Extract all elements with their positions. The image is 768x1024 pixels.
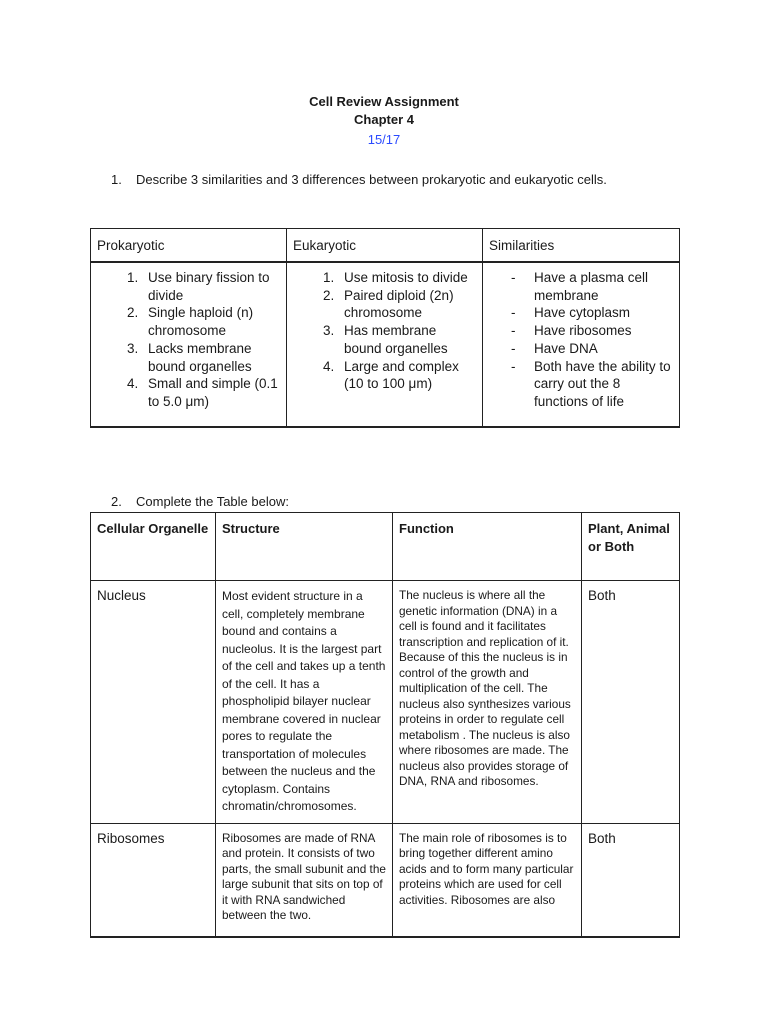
question-1-text: Describe 3 similarities and 3 differences between prokaryotic and eukaryotic cells.	[136, 172, 607, 187]
organelle-function: The nucleus is where all the genetic information (DNA) in a cell is found and it facilitates transcription and replication of it. Because of this the nucleus is in control of the growth and multiplication of the cell. The nucleus also synthesizes various proteins in order to regulate cell metabolism . The nucleus is also where ribosomes are made. The nucleus also provides storage of DNA, RNA and ribosomes.	[393, 581, 582, 824]
organelle-name: Ribosomes	[91, 823, 216, 937]
eukaryotic-cell	[287, 262, 483, 427]
chapter-heading: Chapter 4	[354, 112, 414, 127]
header-eukaryotic: Eukaryotic	[287, 229, 483, 263]
organelle-structure: Ribosomes are made of RNA and protein. It consists of two parts, the small subunit and the large subunit that sits on top of it with RNA sandwiched between the two.	[216, 823, 393, 937]
question-1	[111, 172, 607, 187]
document-title: Cell Review Assignment	[309, 94, 459, 109]
organelle-type: Both	[582, 581, 680, 824]
list-item: - Have DNA	[489, 340, 673, 358]
organelle-table	[90, 512, 680, 938]
header-structure: Structure	[216, 513, 393, 581]
list-item: - Have ribosomes	[489, 322, 673, 340]
comparison-table	[90, 228, 680, 428]
organelle-name: Nucleus	[91, 581, 216, 824]
organelle-structure: Most evident structure in a cell, completely membrane bound and contains a nucleolus. It is the largest part of the cell and takes up a tenth of the cell. It has a phospholipid bilayer nuclear membrane covered in nuclear pores to regulate the transportation of molecules between the nucleus and the cytoplasm. Contains chromatin/chromosomes.	[216, 581, 393, 824]
question-2	[111, 494, 289, 509]
prokaryotic-cell	[91, 262, 287, 427]
question-2-text: Complete the Table below:	[136, 494, 289, 509]
similarities-cell	[483, 262, 680, 427]
list-item: 2. Paired diploid (2n) chromosome	[338, 287, 476, 322]
table-row	[91, 823, 680, 937]
eukaryotic-list	[293, 269, 476, 393]
list-item: 4. Small and simple (0.1 to 5.0 μm)	[142, 375, 280, 410]
list-item: - Both have the ability to carry out the 8 functions of life	[489, 358, 673, 411]
table-row	[91, 581, 680, 824]
organelle-function: The main role of ribosomes is to bring together different amino acids and to form many particular proteins which are used for cell activities. Ribosomes are also	[393, 823, 582, 937]
question-1-number: 1.	[111, 172, 122, 187]
list-item: 2. Single haploid (n) chromosome	[142, 304, 280, 339]
header-plant-animal-both: Plant, Animal or Both	[582, 513, 680, 581]
score-annotation: 15/17	[367, 132, 401, 147]
question-2-number: 2.	[111, 494, 122, 509]
list-item: 4. Large and complex (10 to 100 μm)	[338, 358, 476, 393]
list-item: 3. Lacks membrane bound organelles	[142, 340, 280, 375]
header-similarities: Similarities	[483, 229, 680, 263]
header-prokaryotic: Prokaryotic	[91, 229, 287, 263]
list-item: - Have a plasma cell membrane	[489, 269, 673, 304]
list-item: - Have cytoplasm	[489, 304, 673, 322]
list-item: 1. Use mitosis to divide	[338, 269, 476, 287]
header-cellular-organelle: Cellular Organelle	[91, 513, 216, 581]
prokaryotic-list	[97, 269, 280, 411]
similarities-list	[489, 269, 673, 411]
header-function: Function	[393, 513, 582, 581]
organelle-type: Both	[582, 823, 680, 937]
list-item: 1. Use binary fission to divide	[142, 269, 280, 304]
list-item: 3. Has membrane bound organelles	[338, 322, 476, 357]
